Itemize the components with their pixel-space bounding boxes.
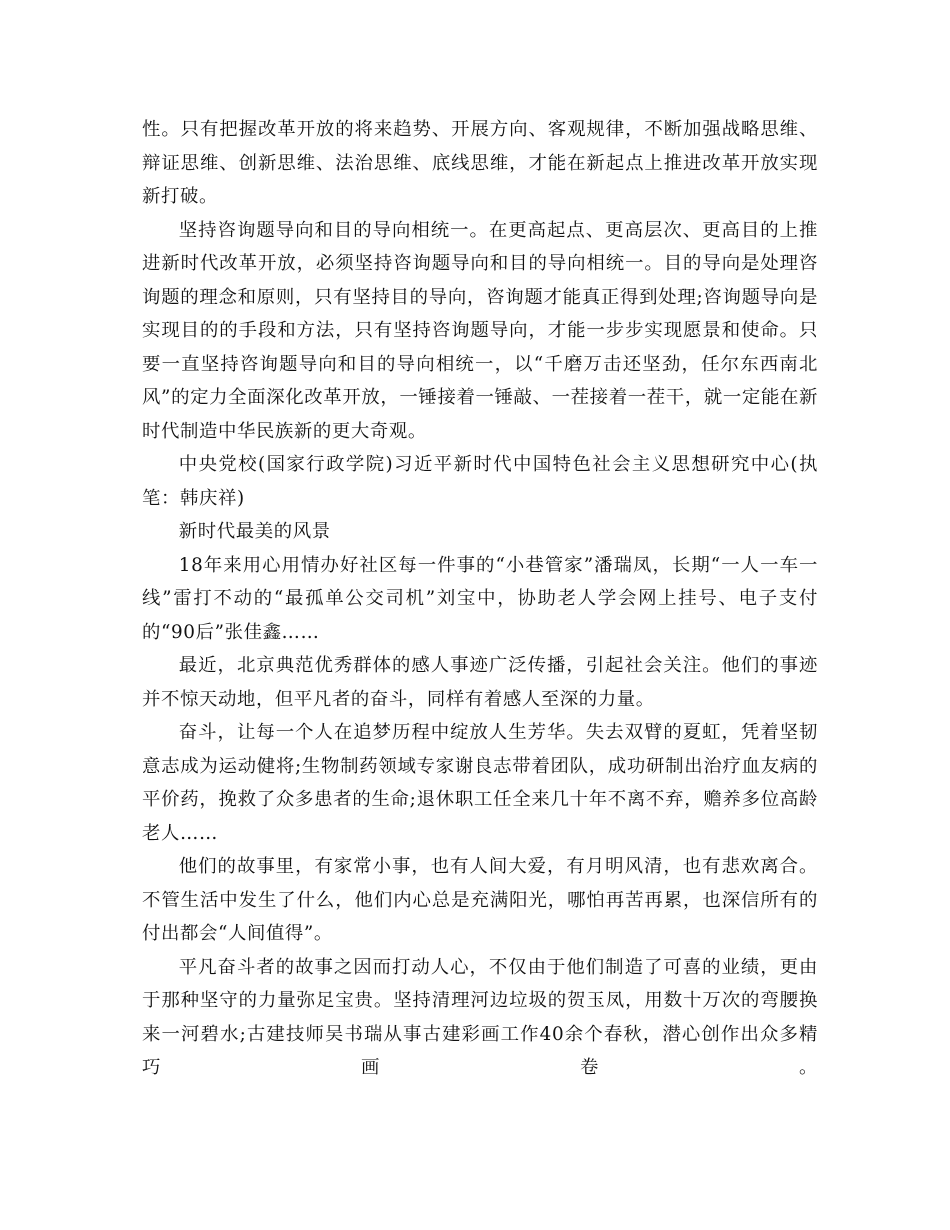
paragraph-ordinary-strivers: 平凡奋斗者的故事之因而打动人心，不仅由于他们制造了可喜的业绩，更由于那种坚守的力量弥足宝贵。坚持清理河边垃圾的贺玉凤，用数十万次的弯腰换来一河碧水;古建技师吴书瑞从事古建彩画工作40余个春秋，潜心创作出众多精巧画卷。 bbox=[142, 956, 818, 1078]
paragraph-author-attribution: 中央党校(国家行政学院)习近平新时代中国特色社会主义思想研究中心(执笔：韩庆祥) bbox=[142, 454, 818, 509]
paragraph-striving: 奋斗，让每一个人在追梦历程中绽放人生芳华。失去双臂的夏虹，凭着坚韧意志成为运动健将;生物制药领域专家谢良志带着团队，成功研制出治疗血友病的平价药，挽救了众多患者的生命;退休职工任全来几十年不离不弃，赡养多位高龄老人…… bbox=[142, 722, 818, 844]
paragraph-their-stories: 他们的故事里，有家常小事，也有人间大爱，有月明风清，也有悲欢离合。不管生活中发生了什么，他们内心总是充满阳光，哪怕再苦再累，也深信所有的付出都会“人间值得”。 bbox=[142, 856, 818, 944]
paragraph-goal-orientation: 坚持咨询题导向和目的导向相统一。在更高起点、更高层次、更高目的上推进新时代改革开放，必须坚持咨询题导向和目的导向相统一。目的导向是处理咨询题的理念和原则，只有坚持目的导向，咨询题才能真正得到处理;咨询题导向是实现目的的手段和方法，只有坚持咨询题导向，才能一步步实现愿景和使命。只要一直坚持咨询题导向和目的导向相统一，以“千磨万击还坚劲，任尔东西南北风”的定力全面深化改革开放，一锤接着一锤敲、一茬接着一茬干，就一定能在新时代制造中华民族新的更大奇观。 bbox=[142, 219, 818, 442]
document-body bbox=[142, 113, 818, 1085]
paragraph-continuation: 性。只有把握改革开放的将来趋势、开展方向、客观规律，不断加强战略思维、辩证思维、创新思维、法治思维、底线思维，才能在新起点上推进改革开放实现新打破。 bbox=[142, 119, 818, 207]
paragraph-recent-news: 最近，北京典范优秀群体的感人事迹广泛传播，引起社会关注。他们的事迹并不惊天动地，但平凡者的奋斗，同样有着感人至深的力量。 bbox=[142, 655, 818, 710]
paragraph-model-examples: 18年来用心用情办好社区每一件事的“小巷管家”潘瑞凤，长期“一人一车一线”雷打不动的“最孤单公交司机”刘宝中，协助老人学会网上挂号、电子支付的“90后”张佳鑫…… bbox=[142, 554, 818, 643]
article-title: 新时代最美的风景 bbox=[178, 521, 331, 542]
